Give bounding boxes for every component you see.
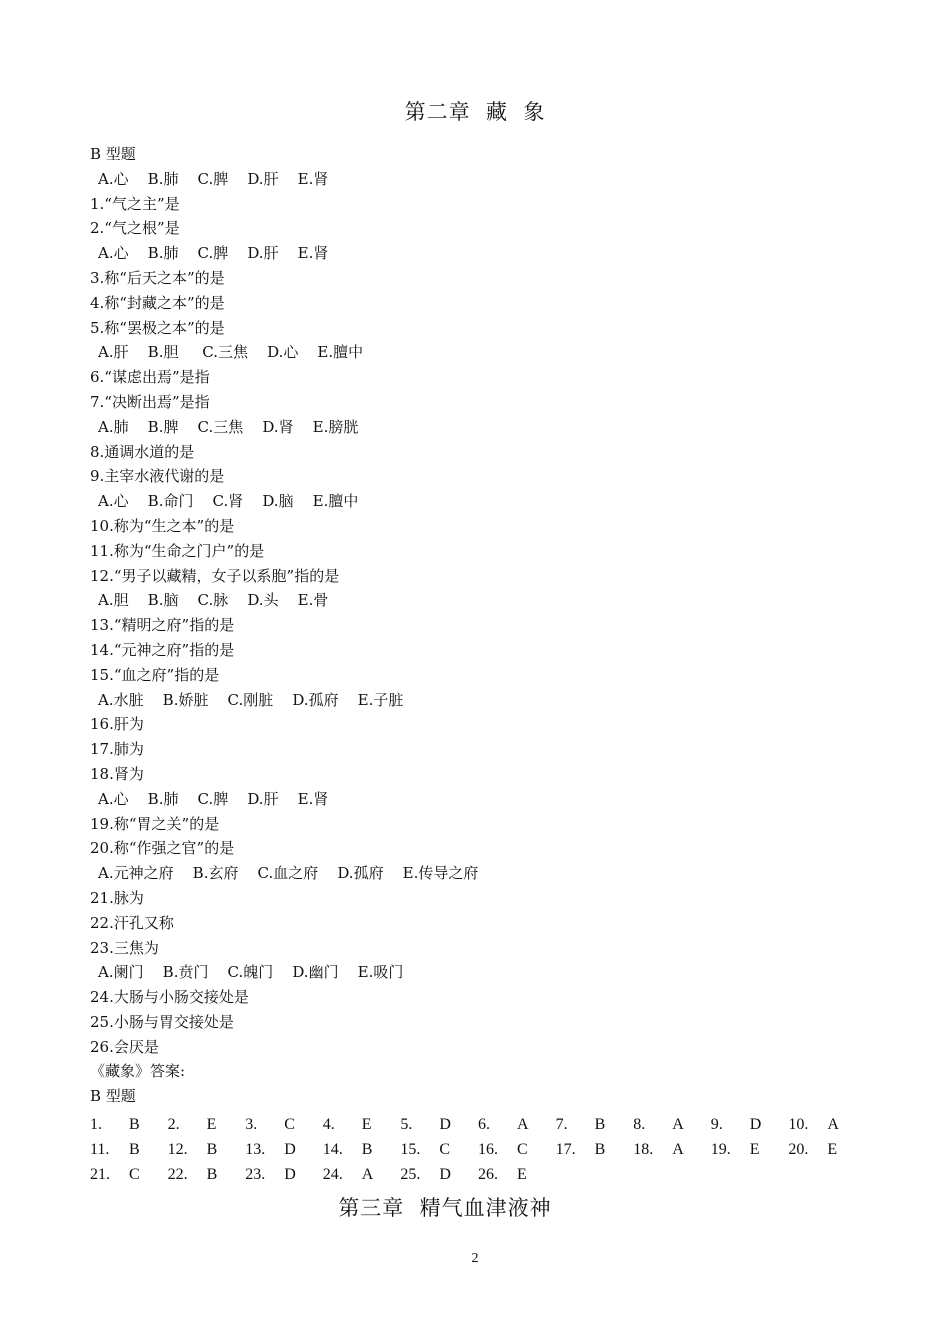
- answer-item: [167, 1137, 218, 1162]
- answer-number: 11.: [90, 1141, 110, 1158]
- option-line: A.心 B.命门 C.肾 D.脑 E.膻中: [98, 492, 359, 511]
- answer-number: 22.: [167, 1166, 188, 1183]
- answer-letter: A: [517, 1116, 529, 1133]
- question-line: 3.称“后天之本”的是: [90, 268, 225, 287]
- question-line: 5.称“罢极之本”的是: [90, 318, 225, 337]
- answer-letter: B: [129, 1141, 140, 1158]
- answer-item: [90, 1162, 140, 1187]
- answer-item: [90, 1137, 140, 1162]
- question-line: 14.“元神之府”指的是: [90, 640, 235, 659]
- question-line: 18.肾为: [90, 764, 144, 783]
- question-line: 《藏象》答案:: [90, 1062, 186, 1081]
- answer-item: [788, 1137, 838, 1162]
- answer-number: 12.: [167, 1141, 188, 1158]
- answer-letter: B: [361, 1141, 373, 1158]
- question-line: 11.称为“生命之门户”的是: [90, 541, 265, 560]
- question-line: 6.“谋虑出焉”是指: [90, 368, 210, 387]
- answer-letter: D: [749, 1116, 762, 1133]
- answer-item: [90, 1112, 140, 1137]
- answer-letter: C: [517, 1141, 528, 1158]
- answer-item: [245, 1162, 296, 1187]
- answer-letter: E: [827, 1141, 838, 1158]
- answer-number: 9.: [710, 1116, 723, 1133]
- option-line: A.阑门 B.贲门 C.魄门 D.幽门 E.吸门: [98, 963, 404, 982]
- answer-number: 23.: [245, 1166, 266, 1183]
- chapter-title: 第二章 藏 象: [404, 100, 546, 124]
- answer-letter: E: [517, 1166, 527, 1183]
- answer-item: [710, 1137, 760, 1162]
- answer-letter: D: [284, 1141, 296, 1158]
- question-line: 12.“男子以藏精，女子以系胞”指的是: [90, 566, 340, 585]
- question-line: 19.称“胃之关”的是: [90, 814, 220, 833]
- answer-letter: B: [594, 1116, 606, 1133]
- answer-number: 10.: [788, 1116, 809, 1133]
- question-line: 13.“精明之府”指的是: [90, 616, 235, 635]
- answer-letter: D: [439, 1166, 451, 1183]
- answer-number: 8.: [633, 1116, 646, 1133]
- question-line: 15.“血之府”指的是: [90, 665, 220, 684]
- answer-letter: C: [284, 1116, 295, 1133]
- answer-number: 1.: [90, 1116, 102, 1133]
- answer-item: [167, 1162, 218, 1187]
- answer-item: [245, 1112, 295, 1137]
- question-line: 10.称为“生之本”的是: [90, 516, 235, 535]
- page-number: 2: [471, 1251, 479, 1266]
- answer-number: 4.: [322, 1116, 335, 1133]
- question-line: 1.“气之主”是: [90, 194, 180, 213]
- option-line: A.心 B.肺 C.脾 D.肝 E.肾: [98, 789, 329, 808]
- answer-number: 14.: [322, 1141, 343, 1158]
- answer-item: [478, 1112, 529, 1137]
- question-line: 22.汗孔又称: [90, 913, 174, 932]
- answer-item: [400, 1112, 451, 1137]
- option-line: A.肺 B.脾 C.三焦 D.肾 E.膀胱: [98, 417, 359, 436]
- answer-item: [245, 1137, 296, 1162]
- answer-number: 5.: [400, 1116, 413, 1133]
- answer-letter: D: [284, 1166, 296, 1183]
- answer-number: 15.: [400, 1141, 421, 1158]
- answer-number: 18.: [633, 1141, 654, 1158]
- question-list: [90, 142, 890, 1109]
- answer-number: 19.: [710, 1141, 731, 1158]
- answer-number: 21.: [90, 1166, 110, 1183]
- answer-letter: E: [749, 1141, 760, 1158]
- question-line: 25.小肠与胃交接处是: [90, 1012, 234, 1031]
- answer-number: 24.: [322, 1166, 343, 1183]
- answer-number: 7.: [555, 1116, 568, 1133]
- next-chapter-title: 第三章 精气血津液神: [338, 1196, 552, 1220]
- answer-item: [322, 1162, 374, 1187]
- answer-item: [400, 1162, 451, 1187]
- question-line: 17.肺为: [90, 740, 144, 759]
- answer-letter: A: [672, 1116, 684, 1133]
- question-line: 20.称“作强之官”的是: [90, 839, 235, 858]
- answer-letter: B: [594, 1141, 606, 1158]
- answer-item: [633, 1112, 684, 1137]
- answer-number: 20.: [788, 1141, 809, 1158]
- answer-item: [788, 1112, 839, 1137]
- answer-number: 26.: [478, 1166, 498, 1183]
- answer-item: [478, 1162, 527, 1187]
- answer-row: [90, 1112, 890, 1137]
- section-heading: B 型题: [90, 1087, 136, 1106]
- question-line: 24.大肠与小肠交接处是: [90, 988, 249, 1007]
- question-line: 26.会厌是: [90, 1037, 159, 1056]
- question-line: 2.“气之根”是: [90, 219, 180, 238]
- answer-item: [167, 1112, 217, 1137]
- option-line: A.水脏 B.娇脏 C.刚脏 D.孤府 E.子脏: [98, 690, 404, 709]
- answer-item: [478, 1137, 528, 1162]
- answer-letter: C: [439, 1141, 451, 1158]
- answer-number: 13.: [245, 1141, 266, 1158]
- option-line: A.肝 B.胆 C.三焦 D.心 E.膻中: [98, 343, 364, 362]
- question-line: 21.脉为: [90, 888, 144, 907]
- answer-letter: B: [206, 1141, 218, 1158]
- answer-letter: A: [672, 1141, 684, 1158]
- question-line: 7.“决断出焉”是指: [90, 392, 210, 411]
- answer-number: 25.: [400, 1166, 421, 1183]
- answer-letter: B: [206, 1166, 218, 1183]
- answer-item: [322, 1137, 373, 1162]
- question-line: 8.通调水道的是: [90, 442, 195, 461]
- question-line: 23.三焦为: [90, 938, 159, 957]
- answer-number: 3.: [245, 1116, 258, 1133]
- section-heading: B 型题: [90, 145, 136, 163]
- answer-number: 17.: [555, 1141, 576, 1158]
- answer-letter: C: [129, 1166, 140, 1183]
- answer-item: [555, 1112, 606, 1137]
- answer-number: 16.: [478, 1141, 498, 1158]
- answer-number: 2.: [167, 1116, 180, 1133]
- answer-letter: D: [439, 1116, 451, 1133]
- answer-row: [90, 1162, 890, 1187]
- answer-letter: A: [827, 1116, 839, 1133]
- answer-row: [90, 1137, 890, 1162]
- answer-item: [710, 1112, 762, 1137]
- option-line: A.心 B.肺 C.脾 D.肝 E.肾: [98, 169, 329, 188]
- answer-item: [555, 1137, 606, 1162]
- option-line: A.心 B.肺 C.脾 D.肝 E.肾: [98, 244, 329, 263]
- answer-letter: E: [361, 1116, 372, 1133]
- option-line: A.元神之府 B.玄府 C.血之府 D.孤府 E.传导之府: [98, 864, 479, 883]
- question-line: 16.肝为: [90, 715, 144, 734]
- question-line: 9.主宰水液代谢的是: [90, 467, 225, 486]
- answer-letter: A: [361, 1166, 374, 1183]
- answer-item: [633, 1137, 684, 1162]
- answer-number: 6.: [478, 1116, 490, 1133]
- answer-item: [322, 1112, 372, 1137]
- question-line: 4.称“封藏之本”的是: [90, 293, 225, 312]
- answer-letter: E: [206, 1116, 217, 1133]
- option-line: A.胆 B.脑 C.脉 D.头 E.骨: [98, 591, 329, 610]
- answer-letter: B: [129, 1116, 140, 1133]
- answer-item: [400, 1137, 451, 1162]
